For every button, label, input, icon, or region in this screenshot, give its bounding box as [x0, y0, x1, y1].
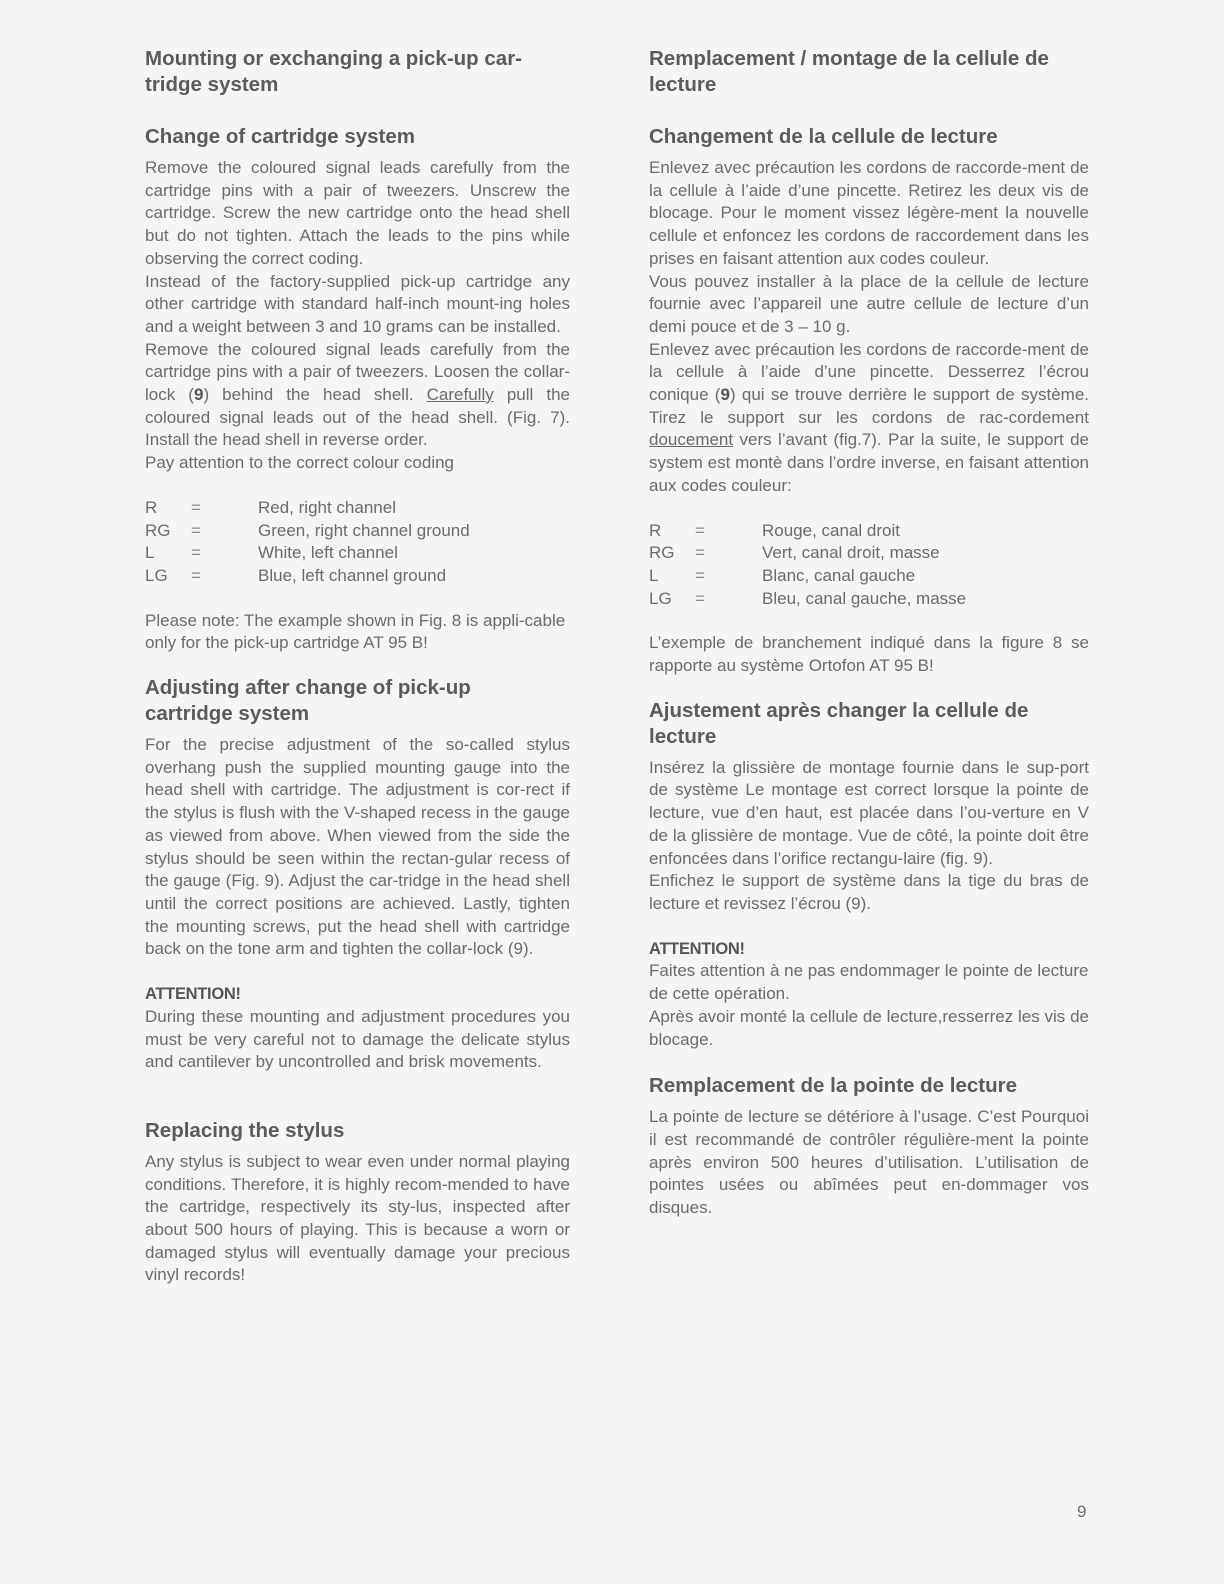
paragraph: For the precise adjustment of the so-called stylus overhang push the supplied mounting gauge into the head shell with cartridge. The adjustment is cor-rect if the stylus is flush with the V-shaped recess in the gauge as viewed from above. When viewed from the side the stylus should be seen within the rectan-gular recess of the gauge (Fig. 9). Adjust the car-tridge in the head shell until the correct positions are achieved. Lastly, tighten the mounting screws, put the head shell with cartridge back on the tone arm and tighten the collar-lock (9). [145, 735, 570, 959]
paragraph: Après avoir monté la cellule de lecture,resserrez les vis de blocage. [649, 1006, 1089, 1049]
table-row: R = Rouge, canal droit [649, 520, 900, 540]
paragraph: Faites attention à ne pas endommager le pointe de lecture de cette opération. [649, 961, 1089, 1004]
table-row: L = Blanc, canal gauche [649, 565, 916, 585]
table-row: RG = Green, right channel ground [145, 520, 470, 540]
page-number: 9 [1077, 1502, 1087, 1521]
attention-block [649, 938, 1089, 1052]
title-line-2: lecture [649, 73, 717, 96]
table-row: L = White, left channel [145, 543, 398, 563]
table-row: R = Red, right channel [145, 497, 396, 517]
colour-code-table [145, 497, 470, 588]
note: Please note: The example shown in Fig. 8 is appli-cable only for the pick-up cartridge AT 95 B! [145, 610, 566, 653]
french-column [649, 46, 1089, 1220]
paragraph: During these mounting and adjustment procedures you must be very careful not to damage the delicate stylus and cantilever by uncontrolled and brisk movements. [145, 1006, 570, 1072]
heading-adjusting: Adjusting after change of pick-up cartridge system [145, 676, 471, 726]
heading-change-cartridge: Change of cartridge system [145, 125, 415, 148]
paragraph: Instead of the factory-supplied pick-up cartridge any other cartridge with standard half-inch mount-ing holes and a weight between 3 and 10 grams can be installed. [145, 271, 570, 336]
title-line-2: tridge system [145, 73, 279, 96]
note: L’exemple de branchement indiqué dans la figure 8 se rapporte au système Ortofon AT 95 B! [649, 633, 1089, 676]
table-row: LG = Bleu, canal gauche, masse [649, 588, 967, 608]
paragraph: Remove the coloured signal leads carefully from the cartridge pins with a pair of tweezers. Loosen the collar-lock (9) behind the head shell. Carefully pull the coloured signal leads out of the head shell. (Fig. 7). Install the head shell in reverse order. [145, 339, 570, 450]
attention-label: ATTENTION! [649, 939, 745, 958]
paragraph: Enfichez le support de système dans la tige du bras de lecture et revissez l’écrou (9). [649, 871, 1089, 913]
paragraph: Vous pouvez installer à la place de la cellule de lecture fournie avec l’appareil une autre cellule de lecture d’un demi pouce et de 3 – 10 g. [649, 271, 1089, 336]
paragraph: Pay attention to the correct colour coding [145, 453, 455, 473]
attention-label: ATTENTION! [145, 985, 241, 1004]
table-row: RG = Vert, canal droit, masse [649, 543, 940, 563]
paragraph: La pointe de lecture se détériore à l’usage. C’est Pourquoi il est recommandé de contrôler régulière-ment la pointe après environ 500 heures d’utilisation. L’utilisation de pointes usées ou abîmées peut en-dommager vos disques. [649, 1107, 1089, 1218]
attention-block [145, 983, 570, 1074]
english-column [145, 46, 570, 1287]
heading-ajustement: Ajustement après changer la cellule de lecture [649, 698, 1029, 748]
table-row: LG = Blue, left channel ground [145, 565, 447, 585]
colour-code-table [649, 520, 966, 611]
heading-changement-cellule: Changement de la cellule de lecture [649, 125, 998, 148]
paragraph: Enlevez avec précaution les cordons de raccorde-ment de la cellule à l’aide d’une pincette. Retirez les deux vis de blocage. Pour le moment vissez légère-ment la nouvelle cellule et enfoncez les cordons de raccordement dans les prises en faisant attention aux codes couleur. [649, 158, 1089, 268]
paragraph: Remove the coloured signal leads carefully from the cartridge pins with a pair of tweezers. Unscrew the cartridge. Screw the new cartridge onto the head shell but do not tighten. Attach the leads to the pins while observing the correct coding. [145, 158, 570, 268]
heading-replacing-stylus: Replacing the stylus [145, 1118, 345, 1142]
title-line-1: Remplacement / montage de la cellule de [649, 47, 1049, 70]
paragraph: Enlevez avec précaution les cordons de raccorde-ment de la cellule à l’aide d’une pincette. Desserrez l’écrou conique (9) qui se trouve derrière le support de système. Tirez le support sur les cordons de rac-cordement doucement vers l’avant (fig.7). Par la suite, le support de system est montè dans l’ordre inverse, en faisant attention aux codes couleur: [649, 339, 1090, 495]
paragraph: Insérez la glissière de montage fournie dans le sup-port de système Le montage est correct lorsque la pointe de lecture, vue d’en haut, est placée dans l’ou-verture en V de la glissière de montage. Vue de côté, la pointe doit être enfoncées dans l’orifice rectangu-laire (fig. 9). [649, 757, 1089, 868]
heading-remplacement-pointe: Remplacement de la pointe de lecture [649, 1074, 1017, 1098]
paragraph: Any stylus is subject to wear even under normal playing conditions. Therefore, it is highly recom-mended to have the cartridge, respectively its sty-lus, inspected after about 500 hours of playing. This is because a worn or damaged stylus will eventually damage your precious vinyl records! [145, 1151, 570, 1285]
main-title-fr [649, 46, 1089, 98]
title-line-1: Mounting or exchanging a pick-up car- [145, 47, 522, 70]
main-title-en [145, 46, 570, 98]
